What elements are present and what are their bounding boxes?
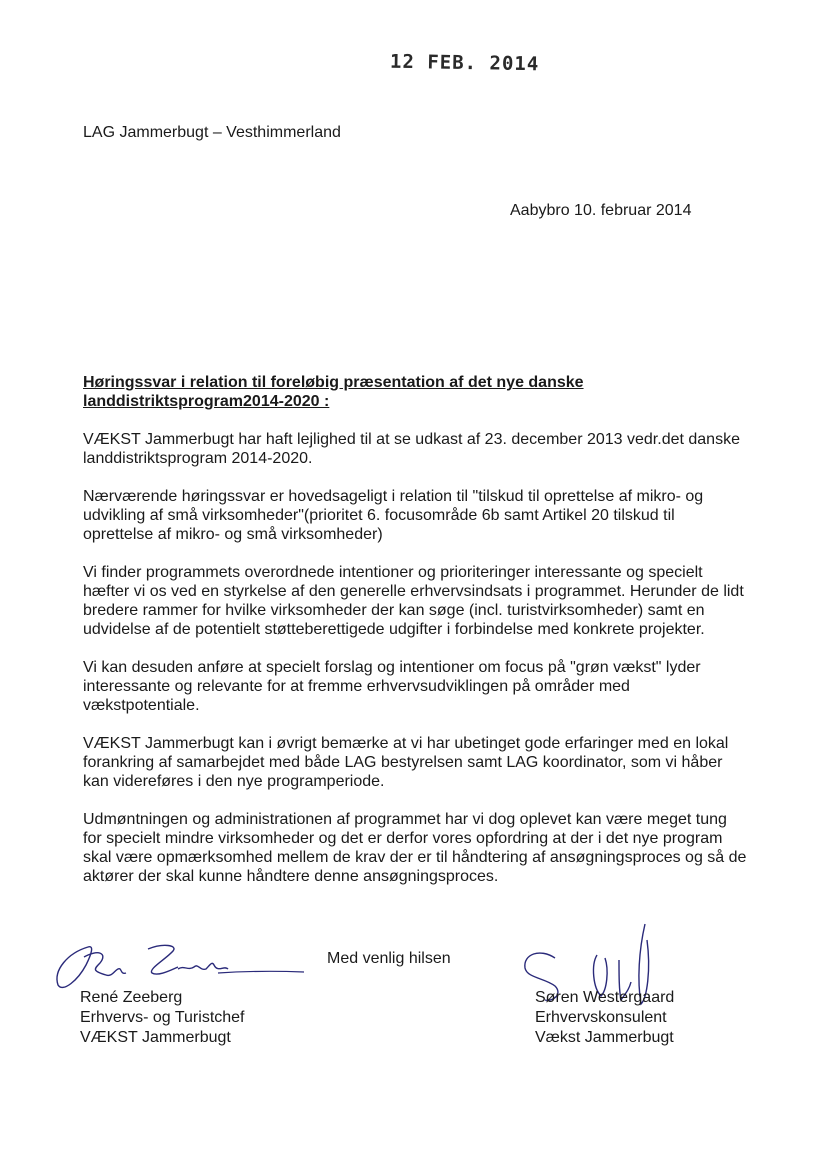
signatory-left-org: VÆKST Jammerbugt <box>80 1029 231 1046</box>
signatory-right <box>535 988 674 1048</box>
signatory-right-title: Erhvervskonsulent <box>535 1009 667 1026</box>
body-paragraph-2: Nærværende høringssvar er hovedsageligt i relation til "tilskud til oprettelse af mikro- og udvikling af små virksomheder"(prioritet 6. focusområde 6b samt Artikel 20 tilskud til oprettelse af mikro- og små virksomheder) <box>83 488 704 543</box>
letter-body <box>83 430 748 905</box>
received-date-stamp: 12 FEB. 2014 <box>389 50 540 76</box>
body-paragraph-4: Vi kan desuden anføre at specielt forslag og intentioner om focus på "grøn vækst" lyder interessante og relevante for at fremme erhvervsudviklingen på områder med vækstpotentiale. <box>83 659 701 714</box>
signatory-right-name: Søren Westergaard <box>535 989 675 1006</box>
letter-place-date: Aabybro 10. februar 2014 <box>510 202 692 219</box>
sender-organization: LAG Jammerbugt – Vesthimmerland <box>83 124 341 141</box>
signatory-left-title: Erhvervs- og Turistchef <box>80 1009 245 1026</box>
body-paragraph-6: Udmøntningen og administrationen af programmet har vi dog oplevet kan være meget tung for specielt mindre virksomheder og det er derfor vores opfordring at der i det nye program skal være opmærksomhed mellem de krav der er til håndtering af ansøgningsproces og så de aktører der skal kunne håndtere denne ansøgningsproces. <box>83 811 747 885</box>
subject-line-2: landdistriktsprogram2014-2020 : <box>83 393 330 410</box>
signatory-right-org: Vækst Jammerbugt <box>535 1029 674 1046</box>
body-paragraph-5: VÆKST Jammerbugt kan i øvrigt bemærke at vi har ubetinget gode erfaringer med en lokal forankring af samarbejdet med både LAG bestyrelsen samt LAG koordinator, som vi håber kan videreføres i den nye programperiode. <box>83 735 729 790</box>
letter-subject <box>83 373 703 411</box>
signatory-left <box>80 988 245 1048</box>
closing-greeting: Med venlig hilsen <box>327 950 451 967</box>
signatory-left-name: René Zeeberg <box>80 989 183 1006</box>
subject-line-1: Høringssvar i relation til foreløbig præsentation af det nye danske <box>83 374 584 391</box>
body-paragraph-3: Vi finder programmets overordnede intentioner og prioriteringer interessante og specielt hæfter vi os ved en styrkelse af den generelle erhvervsindsats i programmet. Herunder de lidt bredere rammer for hvilke virksomheder der kan søge (incl. turistvirksomheder) samt en udvidelse af de potentielt støtteberettigede udgifter i forbindelse med konkrete projekter. <box>83 564 744 638</box>
body-paragraph-1: VÆKST Jammerbugt har haft lejlighed til at se udkast af 23. december 2013 vedr.det danske landdistriktsprogram 2014-2020. <box>83 431 740 467</box>
